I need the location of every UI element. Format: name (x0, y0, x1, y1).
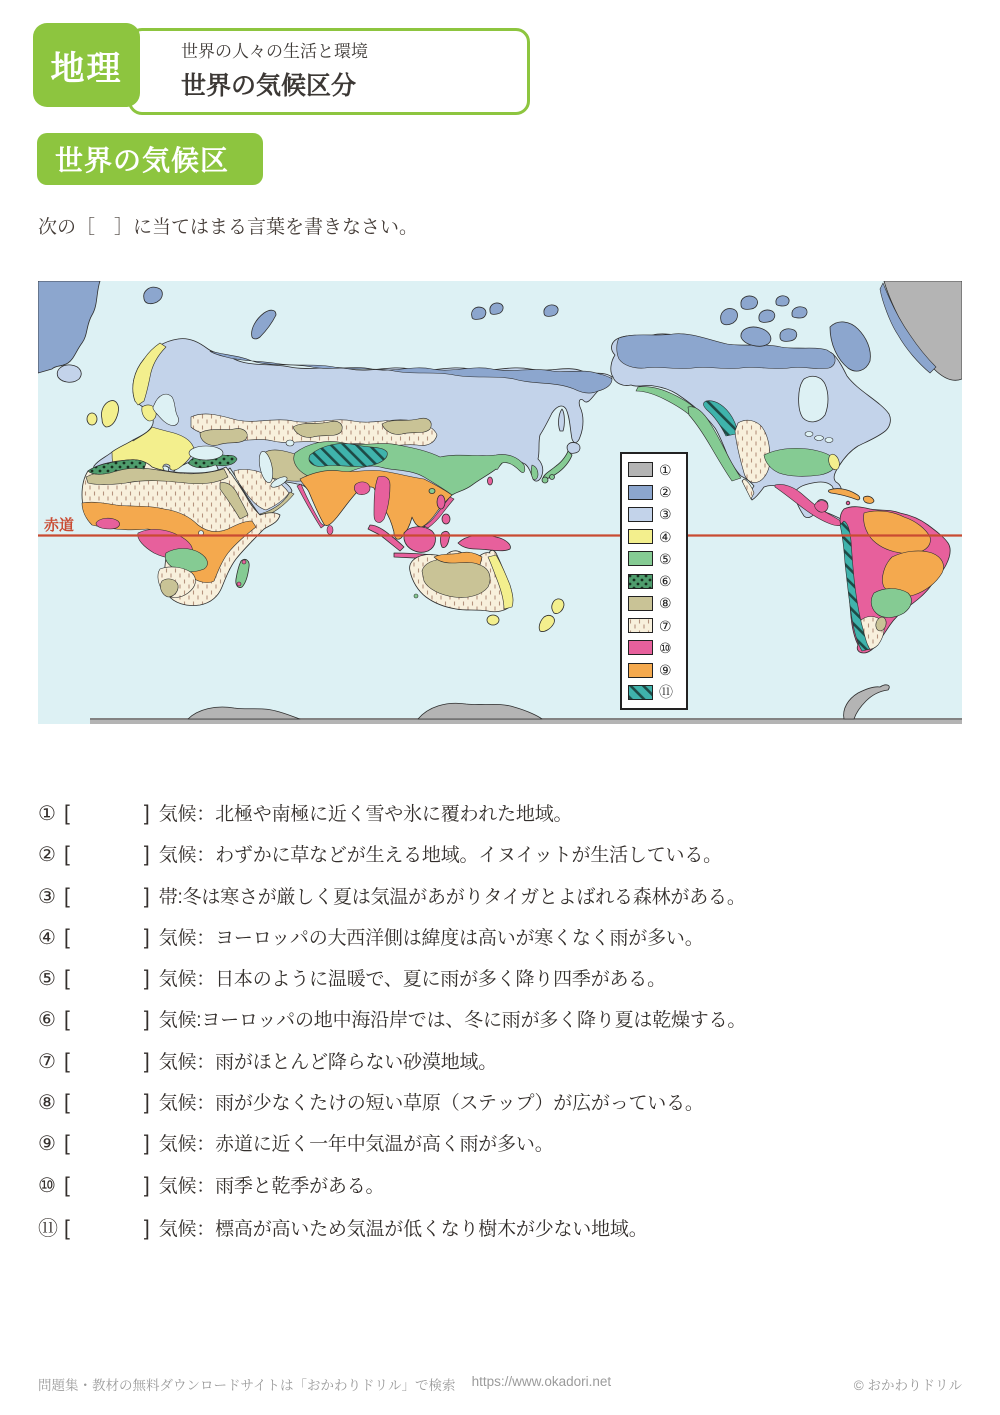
question-row (38, 840, 968, 881)
question-text: 気候：雨が少なくたけの短い草原（ステップ）が広がっている。 (158, 1093, 704, 1115)
question-text: 気候：雨季と乾季がある。 (158, 1175, 385, 1197)
question-number: ⑦ (38, 1050, 56, 1073)
bracket-close: ] (143, 1173, 150, 1197)
question-text: 帯:冬は寒さが厳しく夏は気温があがりタイガとよばれる森林がある。 (158, 886, 746, 908)
legend-swatch (628, 507, 653, 522)
bracket-open: [ (64, 1173, 70, 1197)
question-row (38, 964, 968, 1005)
unit-label: 世界の人々の生活と環境 (181, 42, 368, 61)
legend-item-label: ⑤ (659, 550, 672, 567)
legend-swatch (628, 663, 653, 678)
legend-swatch (628, 685, 653, 700)
question-row (38, 1171, 968, 1212)
legend-swatch (628, 640, 653, 655)
question-row (38, 1047, 968, 1088)
title-box (128, 28, 530, 115)
legend-box (620, 452, 688, 710)
question-list (38, 799, 968, 1253)
question-text: 気候：日本のように温暖で、夏に雨が多く降り四季がある。 (158, 969, 666, 991)
bracket-open: [ (64, 802, 70, 825)
legend-item (628, 595, 686, 612)
section-label (37, 133, 263, 185)
bracket-close: ] (143, 884, 150, 908)
question-number: ⑥ (38, 1009, 56, 1032)
bracket-close: ] (143, 1132, 150, 1156)
question-text: 気候：ヨーロッパの大西洋側は緯度は高いが寒くなく雨が多い。 (158, 927, 704, 949)
legend-item-label: ⑨ (659, 662, 672, 678)
legend-swatch (628, 618, 653, 633)
legend-item-label: ⑥ (659, 573, 672, 589)
question-number: ⑧ (38, 1092, 56, 1115)
bracket-open: [ (64, 884, 70, 908)
question-number: ② (38, 844, 56, 867)
instruction-text: 次の［ ］に当てはまる言葉を書きなさい。 (38, 217, 419, 238)
legend-item (628, 662, 686, 679)
legend-item-label: ① (659, 461, 672, 478)
question-number: ④ (38, 926, 56, 949)
legend-swatch (628, 596, 653, 611)
page-title: 世界の気候区分 (181, 72, 357, 101)
legend-item (628, 506, 686, 523)
legend-swatch (628, 551, 653, 566)
question-number: ⑩ (38, 1174, 56, 1197)
bracket-open: [ (64, 1008, 70, 1032)
bracket-close: ] (143, 802, 150, 825)
legend-item (628, 528, 686, 545)
legend-item (628, 573, 686, 590)
legend-item-label: ③ (659, 506, 672, 523)
legend-item-label: ⑧ (659, 595, 672, 612)
footer-copyright: © おかわりドリル (853, 1378, 962, 1393)
section-label-text: 世界の気候区 (55, 145, 230, 176)
bracket-open: [ (64, 1091, 70, 1115)
question-text: 気候:ヨーロッパの地中海沿岸では、冬に雨が多く降り夏は乾燥する。 (158, 1010, 747, 1032)
subject-label: 地理 (50, 49, 123, 88)
legend-item (628, 639, 686, 656)
legend-item-label: ② (659, 484, 672, 500)
legend-item (628, 617, 686, 634)
footer (38, 1374, 962, 1394)
question-text: 気候：標高が高いため気温が低くなり樹木が少ない地域。 (158, 1218, 648, 1240)
region-south-america (840, 507, 950, 653)
question-row (38, 882, 968, 923)
footer-url: https://www.okadori.net (471, 1374, 612, 1389)
legend-swatch (628, 462, 653, 477)
bracket-close: ] (143, 1091, 150, 1115)
question-text: 気候：わずかに草などが生える地域。イヌイットが生活している。 (158, 845, 722, 867)
legend-swatch (628, 529, 653, 544)
legend-item-label: ⑦ (659, 617, 672, 634)
question-row (38, 799, 968, 840)
bracket-open: [ (64, 843, 70, 867)
footer-site-text: 問題集・教材の無料ダウンロードサイトは「おかわりドリル」で検索 (38, 1378, 456, 1393)
legend-item (628, 461, 686, 478)
legend-item-label: ⑩ (659, 639, 672, 656)
bracket-open: [ (64, 967, 70, 991)
bracket-close: ] (143, 1216, 150, 1240)
region-antarctica (90, 685, 962, 724)
legend-item-label: ④ (659, 528, 672, 545)
question-number: ⑪ (38, 1217, 58, 1240)
legend-item-label: ⑪ (659, 684, 673, 701)
subject-badge (33, 23, 140, 107)
question-number: ③ (38, 885, 56, 908)
bracket-open: [ (64, 1132, 70, 1156)
question-row (38, 1212, 968, 1253)
bracket-open: [ (64, 925, 70, 949)
question-row (38, 1129, 968, 1170)
question-row (38, 1088, 968, 1129)
question-text: 気候：雨がほとんど降らない砂漠地域。 (158, 1051, 498, 1073)
question-text: 気候：赤道に近く一年中気温が高く雨が多い。 (158, 1134, 554, 1156)
question-row (38, 923, 968, 964)
legend-item (628, 550, 686, 567)
region-arctic (38, 281, 558, 382)
legend-item (628, 484, 686, 501)
bracket-close: ] (143, 925, 150, 949)
region-australia (410, 550, 564, 631)
bracket-close: ] (143, 967, 150, 991)
question-row (38, 1005, 968, 1046)
legend-item (628, 684, 686, 701)
question-number: ① (38, 803, 56, 825)
world-map-svg (38, 281, 962, 724)
equator-label: 赤道 (44, 517, 75, 534)
bracket-close: ] (143, 1049, 150, 1073)
question-text: 気候：北極や南極に近く雪や氷に覆われた地域。 (158, 804, 573, 825)
bracket-close: ] (143, 843, 150, 867)
legend-swatch (628, 485, 653, 500)
question-number: ⑤ (38, 968, 56, 991)
bracket-open: [ (64, 1216, 70, 1240)
question-number: ⑨ (38, 1133, 56, 1156)
legend-swatch (628, 574, 653, 589)
bracket-open: [ (64, 1049, 70, 1073)
world-climate-map (38, 281, 962, 724)
bracket-close: ] (143, 1008, 150, 1032)
